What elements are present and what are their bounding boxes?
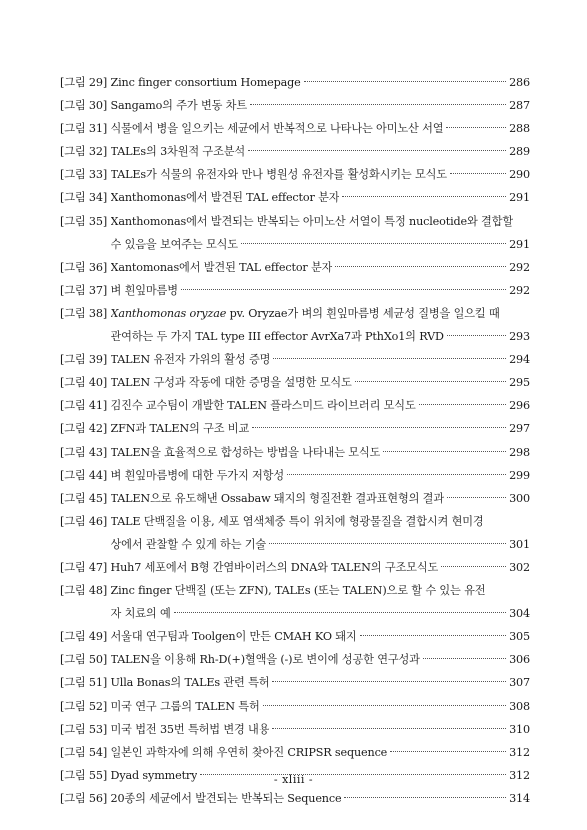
figure-caption xyxy=(111,140,531,163)
figure-label: [그림 39] xyxy=(60,353,108,367)
caption-text: TALEN 유전자 가위의 활성 증명 xyxy=(110,353,271,367)
caption-text: Huh7 세포에서 B형 간염바이러스의 DNA와 TALEN의 구조모식도 xyxy=(110,560,439,574)
figure-label: [그림 30] xyxy=(60,99,108,113)
dot-leader xyxy=(355,381,506,382)
caption-text: Xanthomonas에서 발견된 TAL effector 분자 xyxy=(110,191,340,205)
figure-entry[interactable] xyxy=(60,71,530,94)
caption-text: Xanthomonas oryzae pv. Oryzae가 벼의 흰잎마름병 세균성 질병을 일으킬 때 xyxy=(110,306,500,320)
dot-leader xyxy=(174,612,506,613)
figure-entry[interactable] xyxy=(60,579,530,625)
figure-caption xyxy=(111,787,531,810)
caption-text: Dyad symmetry xyxy=(110,768,198,782)
figure-label: [그림 45] xyxy=(60,491,108,505)
caption-line xyxy=(111,579,531,602)
figure-caption xyxy=(111,441,531,464)
figure-entry[interactable] xyxy=(60,556,530,579)
figure-entry[interactable] xyxy=(60,371,530,394)
figure-label: [그림 54] xyxy=(60,745,108,759)
caption-text: 미국 법전 35번 특허법 변경 내용 xyxy=(110,722,270,736)
figure-caption xyxy=(111,741,531,764)
caption-text: 관여하는 두 가지 TAL type III effector AvrXa7과 PthXo1의 RVD xyxy=(110,330,444,344)
dot-leader xyxy=(450,173,506,174)
dot-leader xyxy=(263,705,506,706)
page-ref: 307 xyxy=(509,676,530,690)
caption-text: Ulla Bonas의 TALEs 관련 특허 xyxy=(110,676,270,690)
figure-label: [그림 42] xyxy=(60,422,108,436)
caption-line xyxy=(111,302,531,325)
caption-text: Xantomonas에서 발견된 TAL effector 분자 xyxy=(110,260,333,274)
figure-entry[interactable] xyxy=(60,441,530,464)
figure-entry[interactable] xyxy=(60,348,530,371)
dot-leader xyxy=(250,104,506,105)
caption-text: TALE 단백질을 이용, 세포 염색체중 특이 위치에 형광물질을 결합시켜 현미경 xyxy=(110,514,484,528)
caption-line xyxy=(111,233,531,256)
figure-caption xyxy=(111,117,531,140)
figure-label: [그림 44] xyxy=(60,468,108,482)
figure-caption xyxy=(111,348,531,371)
caption-line xyxy=(111,348,531,371)
figure-label: [그림 48] xyxy=(60,584,108,598)
caption-line xyxy=(111,417,531,440)
figure-caption xyxy=(111,394,531,417)
figure-caption xyxy=(111,302,531,348)
page-ref: 294 xyxy=(509,353,530,367)
figure-caption xyxy=(111,279,531,302)
caption-line xyxy=(111,71,531,94)
caption-text: Zinc finger 단백질 (또는 ZFN), TALEs (또는 TALEN)으로 할 수 있는 유전 xyxy=(110,584,486,598)
caption-line xyxy=(111,441,531,464)
figure-entry[interactable] xyxy=(60,163,530,186)
caption-text: 김진수 교수팀이 개발한 TALEN 플라스미드 라이브러리 모식도 xyxy=(110,399,416,413)
caption-line xyxy=(111,695,531,718)
figure-label: [그림 36] xyxy=(60,260,108,274)
dot-leader xyxy=(272,728,506,729)
caption-line xyxy=(111,648,531,671)
dot-leader xyxy=(423,658,506,659)
figure-label: [그림 51] xyxy=(60,676,108,690)
page-number: - xliii - xyxy=(273,773,314,786)
caption-text: 미국 연구 그룹의 TALEN 특허 xyxy=(110,699,260,713)
page-ref: 298 xyxy=(509,445,530,459)
dot-leader xyxy=(390,751,506,752)
dot-leader xyxy=(360,635,507,636)
figure-caption xyxy=(111,256,531,279)
page-ref: 291 xyxy=(509,191,530,205)
page-ref: 289 xyxy=(509,145,530,159)
species-name: Xanthomonas oryzae xyxy=(110,306,227,320)
page-ref: 295 xyxy=(509,376,530,390)
page-ref: 302 xyxy=(509,560,530,574)
caption-text: TALEN 구성과 작동에 대한 증명을 설명한 모식도 xyxy=(110,376,352,390)
figure-entry[interactable] xyxy=(60,140,530,163)
figure-label: [그림 55] xyxy=(60,768,108,782)
caption-text: 상에서 관찰할 수 있게 하는 기술 xyxy=(110,537,267,551)
page-ref: 296 xyxy=(509,399,530,413)
caption-line xyxy=(111,163,531,186)
caption-line xyxy=(111,325,531,348)
page-ref: 286 xyxy=(509,76,530,89)
caption-text: 식물에서 병을 일으키는 세균에서 반복적으로 나타나는 아미노산 서열 xyxy=(110,122,444,136)
figure-caption xyxy=(111,94,531,117)
dot-leader xyxy=(446,127,506,128)
figure-entry[interactable] xyxy=(60,718,530,741)
page-ref: 299 xyxy=(509,468,530,482)
dot-leader xyxy=(181,289,506,290)
caption-text: TALEN으로 유도해낸 Ossabaw 돼지의 형질전환 결과표현형의 결과 xyxy=(110,491,444,505)
caption-line xyxy=(111,510,531,533)
figure-entry[interactable] xyxy=(60,671,530,694)
caption-line xyxy=(111,256,531,279)
figure-caption xyxy=(111,695,531,718)
figure-label: [그림 52] xyxy=(60,699,108,713)
page-ref: 292 xyxy=(509,260,530,274)
figure-label: [그림 47] xyxy=(60,560,108,574)
caption-text: 일본인 과학자에 의해 우연히 찾아진 CRIPSR sequence xyxy=(110,745,388,759)
dot-leader xyxy=(383,451,506,452)
figure-caption xyxy=(111,510,531,556)
caption-line xyxy=(111,718,531,741)
figure-label: [그림 34] xyxy=(60,191,108,205)
dot-leader xyxy=(287,474,506,475)
page-ref: 305 xyxy=(509,630,530,644)
figure-entry[interactable] xyxy=(60,417,530,440)
figure-label: [그림 50] xyxy=(60,653,108,667)
caption-line xyxy=(111,625,531,648)
figure-label: [그림 56] xyxy=(60,791,108,805)
figure-entry[interactable] xyxy=(60,510,530,556)
figure-label: [그림 40] xyxy=(60,376,108,390)
figure-caption xyxy=(111,487,531,510)
page-ref: 314 xyxy=(509,791,530,805)
figure-caption xyxy=(111,671,531,694)
caption-line xyxy=(111,186,531,209)
caption-text: 서울대 연구팀과 Toolgen이 만든 CMAH KO 돼지 xyxy=(110,630,357,644)
caption-text: Zinc finger consortium Homepage xyxy=(110,76,301,89)
page-ref: 304 xyxy=(509,607,530,621)
caption-line xyxy=(111,371,531,394)
figure-label: [그림 49] xyxy=(60,630,108,644)
page-ref: 291 xyxy=(509,237,530,251)
figure-label: [그림 29] xyxy=(60,76,108,89)
caption-text: Sangamo의 주가 변동 차트 xyxy=(110,99,247,113)
figure-caption xyxy=(111,718,531,741)
page-ref: 287 xyxy=(509,99,530,113)
figure-label: [그림 38] xyxy=(60,306,108,320)
figure-entry[interactable] xyxy=(60,302,530,348)
page-ref: 310 xyxy=(509,722,530,736)
caption-line xyxy=(111,394,531,417)
caption-line xyxy=(111,741,531,764)
caption-line xyxy=(111,602,531,625)
caption-line xyxy=(111,140,531,163)
figure-entry[interactable] xyxy=(60,648,530,671)
figure-entry[interactable] xyxy=(60,394,530,417)
caption-line xyxy=(111,787,531,810)
figure-entry[interactable] xyxy=(60,695,530,718)
dot-leader xyxy=(248,150,506,151)
caption-text: TALEN을 효율적으로 합성하는 방법을 나타내는 모식도 xyxy=(110,445,381,459)
dot-leader xyxy=(273,358,506,359)
figure-label: [그림 37] xyxy=(60,283,108,297)
figure-entry[interactable] xyxy=(60,625,530,648)
caption-text: TALEN을 이용해 Rh-D(+)혈액을 (-)로 변이에 성공한 연구성과 xyxy=(110,653,420,667)
figure-entry[interactable] xyxy=(60,117,530,140)
figure-entry[interactable] xyxy=(60,487,530,510)
figure-caption xyxy=(111,464,531,487)
dot-leader xyxy=(272,681,506,682)
figure-label: [그림 43] xyxy=(60,445,108,459)
figure-caption xyxy=(111,371,531,394)
caption-line xyxy=(111,671,531,694)
page-ref: 292 xyxy=(509,283,530,297)
page-ref: 312 xyxy=(509,745,530,759)
caption-line xyxy=(111,117,531,140)
figure-entry[interactable] xyxy=(60,787,530,810)
page-ref: 308 xyxy=(509,699,530,713)
figure-label: [그림 35] xyxy=(60,214,108,228)
figure-caption xyxy=(111,163,531,186)
figure-caption xyxy=(111,579,531,625)
dot-leader xyxy=(447,497,506,498)
caption-text: TALEs의 3차원적 구조분석 xyxy=(110,145,246,159)
dot-leader xyxy=(447,335,506,336)
figure-caption xyxy=(111,648,531,671)
figure-caption xyxy=(111,210,531,256)
page-ref: 301 xyxy=(509,537,530,551)
figure-entry[interactable] xyxy=(60,464,530,487)
caption-line xyxy=(111,210,531,233)
dot-leader xyxy=(269,543,506,544)
dot-leader xyxy=(342,196,506,197)
figure-label: [그림 32] xyxy=(60,145,108,159)
table-of-figures xyxy=(60,71,530,810)
dot-leader xyxy=(335,266,506,267)
dot-leader xyxy=(419,404,506,405)
figure-entry[interactable] xyxy=(60,186,530,209)
figure-label: [그림 53] xyxy=(60,722,108,736)
figure-label: [그림 41] xyxy=(60,399,108,413)
page-ref: 300 xyxy=(509,491,530,505)
figure-entry[interactable] xyxy=(60,279,530,302)
dot-leader xyxy=(241,243,506,244)
caption-text: 벼 흰잎마름병에 대한 두가지 저항성 xyxy=(110,468,284,482)
figure-caption xyxy=(111,71,531,94)
caption-line xyxy=(111,487,531,510)
figure-label: [그림 31] xyxy=(60,122,108,136)
figure-caption xyxy=(111,556,531,579)
dot-leader xyxy=(344,797,506,798)
figure-label: [그림 33] xyxy=(60,168,108,182)
figure-caption xyxy=(111,417,531,440)
caption-line xyxy=(111,279,531,302)
dot-leader xyxy=(304,81,506,82)
figure-caption xyxy=(111,186,531,209)
caption-text: 자 치료의 예 xyxy=(110,607,171,621)
page-ref: 290 xyxy=(509,168,530,182)
dot-leader xyxy=(441,566,506,567)
caption-text: ZFN과 TALEN의 구조 비교 xyxy=(110,422,250,436)
page-ref: 297 xyxy=(509,422,530,436)
figure-label: [그림 46] xyxy=(60,514,108,528)
caption-text: 20종의 세균에서 발견되는 반복되는 Sequence xyxy=(110,791,342,805)
dot-leader xyxy=(252,427,506,428)
caption-text: TALEs가 식물의 유전자와 만나 병원성 유전자를 활성화시키는 모식도 xyxy=(110,168,447,182)
page-ref: 288 xyxy=(509,122,530,136)
caption-line xyxy=(111,556,531,579)
caption-text: 벼 흰잎마름병 xyxy=(110,283,178,297)
figure-caption xyxy=(111,625,531,648)
caption-line xyxy=(111,533,531,556)
figure-entry[interactable] xyxy=(60,210,530,256)
page-ref: 306 xyxy=(509,653,530,667)
caption-line xyxy=(111,464,531,487)
page-ref: 312 xyxy=(509,768,530,782)
figure-entry[interactable] xyxy=(60,94,530,117)
caption-line xyxy=(111,94,531,117)
page-ref: 293 xyxy=(509,330,530,344)
figure-entry[interactable] xyxy=(60,741,530,764)
caption-text: Xanthomonas에서 발견되는 반복되는 아미노산 서열이 특정 nucleotide와 결합할 xyxy=(110,214,514,228)
figure-entry[interactable] xyxy=(60,256,530,279)
caption-text: 수 있음을 보여주는 모식도 xyxy=(110,237,238,251)
